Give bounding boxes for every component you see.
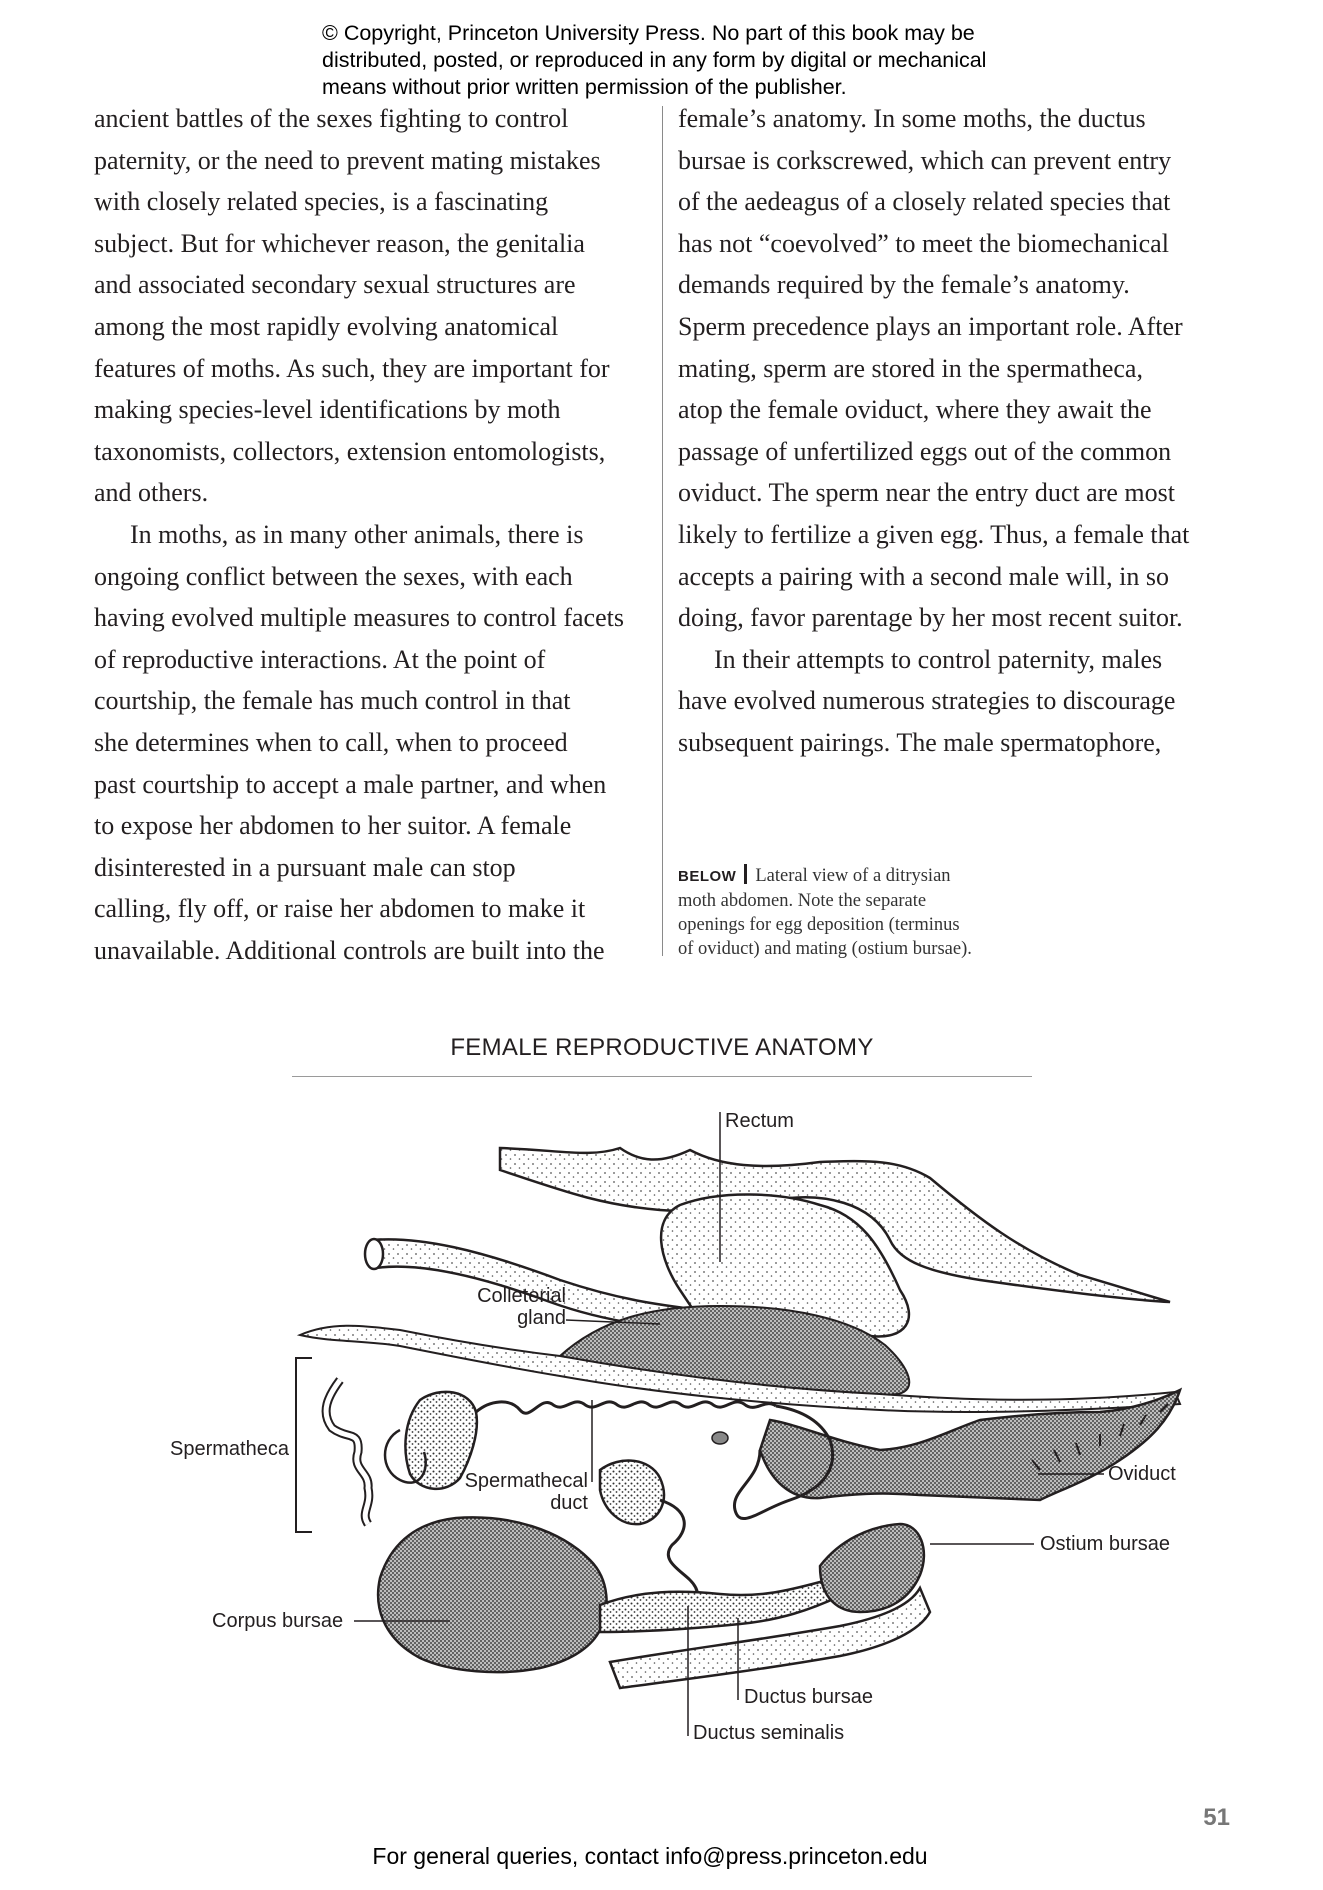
caption-line: of oviduct) and mating (ostium bursae). [678, 939, 972, 959]
text-line: has not “coevolved” to meet the biomechanical [678, 228, 1169, 258]
label-colleterial-gland [440, 1285, 566, 1329]
text-line: demands required by the female’s anatomy. [678, 270, 1130, 300]
label-spermatheca: Spermatheca [170, 1438, 289, 1460]
text-line: having evolved multiple measures to control facets [94, 603, 624, 633]
caption-lead: BELOW [678, 868, 737, 885]
bursa-accessory [600, 1461, 664, 1525]
text-line: features of moths. As such, they are important for [94, 353, 610, 383]
spermatheca-bracket [296, 1358, 312, 1532]
text-line: and others. [94, 478, 209, 508]
text-line: In their attempts to control paternity, males [714, 644, 1163, 674]
label-line: Colleterial [477, 1285, 566, 1307]
text-line: Sperm precedence plays an important role. After [678, 311, 1183, 341]
copyright-line: © Copyright, Princeton University Press. No part of this book may be [322, 21, 975, 45]
label-ductus-seminalis: Ductus seminalis [693, 1722, 845, 1744]
text-line: with closely related species, is a fascinating [94, 187, 549, 217]
label-ostium-bursae: Ostium bursae [1040, 1533, 1171, 1555]
copyright-line: means without prior written permission of the publisher. [322, 75, 847, 99]
text-line: of the aedeagus of a closely related species that [678, 187, 1171, 217]
hindgut-opening [365, 1239, 383, 1269]
text-line: unavailable. Additional controls are built into the [94, 935, 605, 965]
ostium-bursae [820, 1524, 924, 1612]
text-line: paternity, or the need to prevent mating mistakes [94, 145, 601, 175]
caption-line: moth abdomen. Note the separate [678, 891, 927, 911]
text-line: atop the female oviduct, where they await the [678, 395, 1152, 425]
label-ductus-bursae: Ductus bursae [744, 1686, 873, 1708]
text-line: courtship, the female has much control in that [94, 686, 571, 716]
copyright-line: distributed, posted, or reproduced in any form by digital or mechanical [322, 48, 987, 72]
text-line: ancient battles of the sexes fighting to control [94, 104, 569, 133]
ductus-bursae [600, 1582, 840, 1632]
text-line: subsequent pairings. The male spermatophore, [678, 727, 1162, 757]
text-line: bursae is corkscrewed, which can prevent entry [678, 145, 1172, 175]
label-line: duct [550, 1492, 588, 1514]
text-line: disinterested in a pursuant male can stop [94, 852, 516, 882]
text-line: ongoing conflict between the sexes, with each [94, 561, 573, 591]
footer-contact: For general queries, contact info@press.princeton.edu [372, 1843, 928, 1869]
text-line: passage of unfertilized eggs out of the common [678, 436, 1172, 466]
text-line: mating, sperm are stored in the spermatheca, [678, 353, 1143, 383]
text-line: of reproductive interactions. At the point of [94, 644, 546, 674]
text-line: to expose her abdomen to her suitor. A female [94, 811, 572, 841]
label-corpus-bursae: Corpus bursae [212, 1610, 344, 1632]
spermatheca-coil [326, 1380, 369, 1524]
label-rectum: Rectum [725, 1110, 794, 1132]
label-line: Spermathecal [464, 1470, 588, 1492]
text-line: subject. But for whichever reason, the genitalia [94, 228, 585, 258]
text-line: In moths, as in many other animals, there is [130, 519, 584, 549]
page-number: 51 [1203, 1804, 1230, 1831]
corpus-bursae [378, 1517, 606, 1672]
text-line: have evolved numerous strategies to discourage [678, 686, 1176, 716]
spermathecal-duct [476, 1402, 776, 1413]
vestibular-cone [712, 1432, 728, 1444]
label-line: gland [517, 1307, 566, 1329]
label-spermathecal-duct [440, 1470, 588, 1514]
caption-line: openings for egg deposition (terminus [678, 915, 960, 935]
figure-title: FEMALE REPRODUCTIVE ANATOMY [450, 1034, 874, 1061]
text-line: she determines when to call, when to proceed [94, 727, 568, 757]
text-line: among the most rapidly evolving anatomical [94, 311, 559, 341]
caption-text: Lateral view of a ditrysian [755, 866, 951, 886]
text-line: doing, favor parentage by her most recent suitor. [678, 603, 1183, 633]
text-line: past courtship to accept a male partner, and when [94, 769, 607, 799]
text-line: accepts a pairing with a second male will, in so [678, 561, 1169, 591]
text-line: likely to fertilize a given egg. Thus, a female that [678, 519, 1190, 549]
text-line: and associated secondary sexual structures are [94, 270, 576, 300]
text-line: female’s anatomy. In some moths, the ductus [678, 104, 1146, 133]
label-oviduct: Oviduct [1108, 1463, 1176, 1485]
text-line: making species-level identifications by moth [94, 395, 561, 425]
text-line: calling, fly off, or raise her abdomen to make it [94, 894, 586, 924]
text-line: oviduct. The sperm near the entry duct are most [678, 478, 1175, 508]
text-line: taxonomists, collectors, extension entomologists, [94, 436, 606, 466]
